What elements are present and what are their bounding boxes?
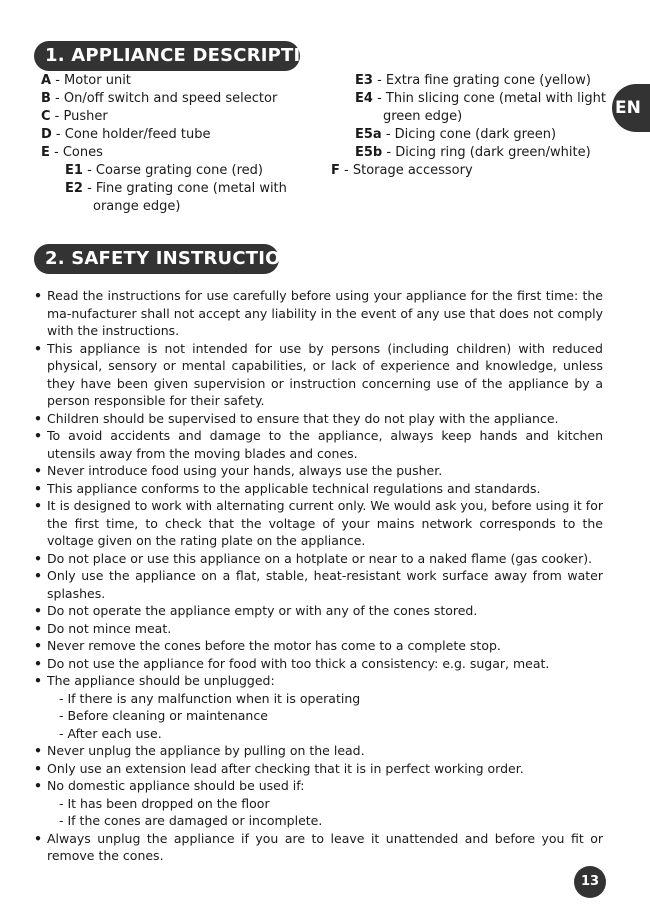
part-item-a <box>41 72 301 90</box>
bullet-dot: • <box>34 673 42 688</box>
bullet-dot: • <box>34 340 42 356</box>
part-item-f <box>331 162 601 180</box>
safety-bullet <box>34 497 603 550</box>
bullet-text: Read the instructions for use carefully before using your appliance for the first time: the ma-nufacturer shall not accept any liability in the event of any use that does not comply with the instructions. <box>47 288 603 338</box>
part-code: E5b <box>355 145 383 160</box>
bullet-text: Children should be supervised to ensure that they do not play with the appliance. <box>47 410 559 426</box>
bullet-dot: • <box>34 830 42 846</box>
bullet-dot: • <box>34 288 42 303</box>
bullet-text: Never introduce food using your hands, always use the pusher. <box>47 463 443 478</box>
bullet-dot: • <box>34 568 42 583</box>
part-item-e5b <box>331 144 601 162</box>
safety-bullet <box>34 760 603 778</box>
part-item-e3 <box>331 72 601 90</box>
bullet-text: Only use an extension lead after checking that it is in perfect working order. <box>47 760 524 776</box>
part-item-e2 <box>41 180 301 216</box>
part-label: - Extra fine grating cone (yellow) <box>372 73 591 88</box>
part-label: - Dicing ring (dark green/white) <box>382 145 591 160</box>
part-label-continued: orange edge) <box>93 199 181 214</box>
part-code: E1 <box>65 163 83 178</box>
part-label: - Fine grating cone (metal with <box>82 181 287 196</box>
bullet-text: The appliance should be unplugged: <box>47 673 275 688</box>
bullet-text: Never unplug the appliance by pulling on the lead. <box>47 743 365 758</box>
safety-bullet <box>34 655 603 673</box>
bullet-dot: • <box>34 410 42 426</box>
safety-bullet <box>34 637 603 655</box>
safety-bullet <box>34 777 603 795</box>
bullet-text: Do not operate the appliance empty or with any of the cones stored. <box>47 603 478 618</box>
safety-bullet <box>34 742 603 760</box>
safety-subitem: - After each use. <box>59 725 162 741</box>
part-code: E3 <box>355 73 373 88</box>
bullet-text: Never remove the cones before the motor has come to a complete stop. <box>47 638 501 653</box>
safety-bullet <box>34 830 603 865</box>
part-item-c <box>41 108 301 126</box>
bullet-text: Do not mince meat. <box>47 620 172 636</box>
part-label: - Cones <box>49 145 103 160</box>
part-code: F <box>331 163 340 178</box>
safety-subitem: - If the cones are damaged or incomplete. <box>59 813 323 828</box>
appliance-parts-list-right <box>331 72 606 180</box>
safety-bullet <box>34 550 603 568</box>
part-label: - Thin slicing cone (metal with light <box>372 91 606 106</box>
bullet-text: Do not place or use this appliance on a hotplate or near to a naked flame (gas cooker). <box>47 550 593 566</box>
part-label: - Motor unit <box>51 73 131 88</box>
bullet-dot: • <box>34 480 42 496</box>
bullet-text: To avoid accidents and damage to the appliance, always keep hands and kitchen utensils away from the moving blades and cones. <box>47 428 603 461</box>
safety-bullet <box>34 427 603 462</box>
bullet-dot: • <box>34 498 42 513</box>
safety-bullet <box>34 620 603 638</box>
bullet-dot: • <box>34 760 42 776</box>
safety-subitem: - Before cleaning or maintenance <box>59 708 268 723</box>
part-code: E4 <box>355 91 373 106</box>
safety-subitem: - It has been dropped on the floor <box>59 795 270 811</box>
part-label: - Pusher <box>50 109 108 124</box>
safety-bullet <box>34 480 603 498</box>
page-number: 13 <box>574 866 606 898</box>
safety-instructions-list <box>34 287 603 865</box>
part-code: E <box>41 145 50 160</box>
bullet-dot: • <box>34 603 42 618</box>
bullet-text: This appliance is not intended for use by persons (including children) with reduced physical, sensory or mental capabilities, or lack of experience and knowledge, unless they have been given supervision or instruction concerning use of the appliance by a person responsible for their safety. <box>47 340 603 408</box>
safety-subitem: - If there is any malfunction when it is operating <box>59 690 361 706</box>
part-item-e1 <box>41 162 301 180</box>
bullet-dot: • <box>34 428 42 443</box>
part-code: C <box>41 109 51 124</box>
section-title-appliance-description: 1. APPLIANCE DESCRIPTION <box>34 41 300 71</box>
part-item-d <box>41 126 301 144</box>
part-item-b <box>41 90 301 108</box>
part-item-e5a <box>331 126 601 144</box>
safety-bullet <box>34 602 603 620</box>
bullet-text: Do not use the appliance for food with too thick a consistency: e.g. sugar, meat. <box>47 655 550 671</box>
part-label: - Cone holder/feed tube <box>51 127 211 142</box>
bullet-dot: • <box>34 550 42 566</box>
bullet-text: No domestic appliance should be used if: <box>47 778 305 793</box>
part-code: B <box>41 91 51 106</box>
bullet-dot: • <box>34 620 42 636</box>
safety-bullet <box>34 340 603 410</box>
bullet-text: This appliance conforms to the applicable technical regulations and standards. <box>47 480 541 496</box>
bullet-text: Always unplug the appliance if you are to leave it unattended and before you fit or remove the cones. <box>47 830 603 863</box>
safety-bullet <box>34 287 603 340</box>
bullet-dot: • <box>34 655 42 671</box>
bullet-text: Only use the appliance on a flat, stable, heat-resistant work surface away from water splashes. <box>47 568 603 601</box>
part-code: E2 <box>65 181 83 196</box>
safety-bullet <box>34 567 603 602</box>
part-label: - On/off switch and speed selector <box>50 91 278 106</box>
bullet-dot: • <box>34 463 42 478</box>
safety-bullet <box>34 410 603 428</box>
part-code: A <box>41 73 52 88</box>
part-label: - Storage accessory <box>339 163 473 178</box>
bullet-dot: • <box>34 638 42 653</box>
part-label-continued: green edge) <box>383 109 463 124</box>
language-tab: EN <box>612 84 650 132</box>
section-title-safety-instructions: 2. SAFETY INSTRUCTIONS <box>34 244 279 274</box>
bullet-text: It is designed to work with alternating current only. We would ask you, before using it for the first time, to check that the voltage of your mains network corresponds to the voltage given on the rating plate on the appliance. <box>47 498 603 548</box>
bullet-dot: • <box>34 778 42 793</box>
bullet-dot: • <box>34 743 42 758</box>
safety-bullet <box>34 672 603 690</box>
part-item-e4 <box>331 90 606 126</box>
part-label: - Dicing cone (dark green) <box>381 127 557 142</box>
part-item-e <box>41 144 301 162</box>
appliance-parts-list-left <box>41 72 301 216</box>
part-code: E5a <box>355 127 382 142</box>
safety-bullet <box>34 462 603 480</box>
part-code: D <box>41 127 52 142</box>
part-label: - Coarse grating cone (red) <box>82 163 263 178</box>
